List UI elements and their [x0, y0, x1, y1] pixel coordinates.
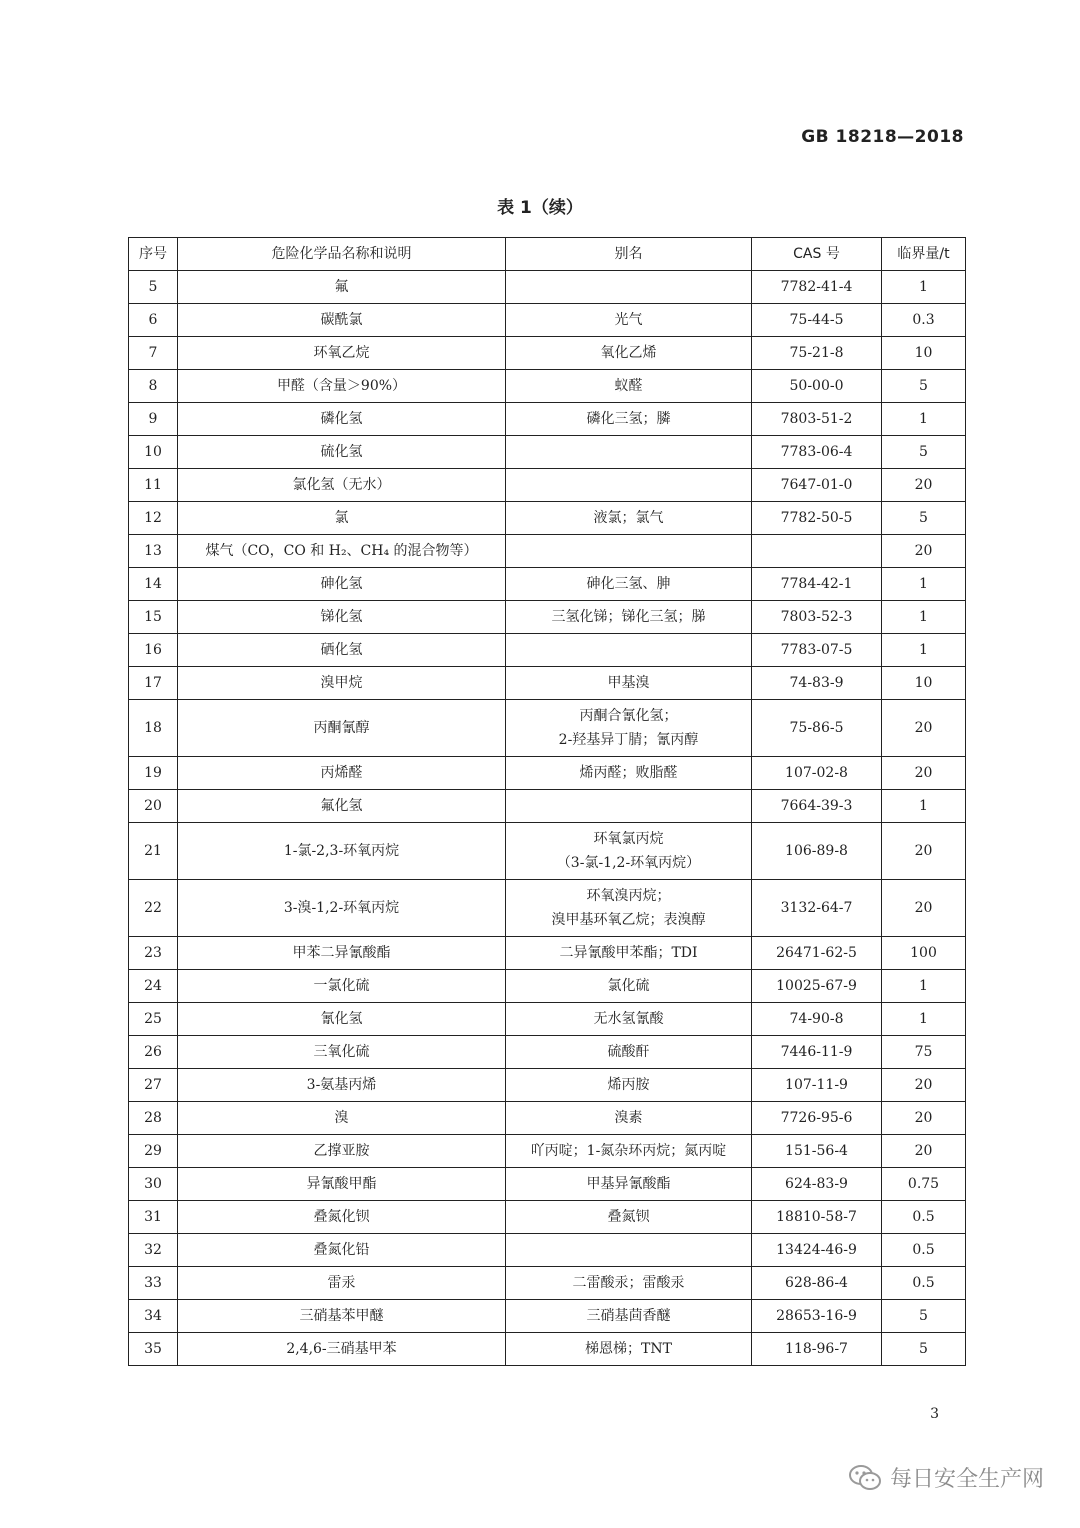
cell-threshold: 0.5 — [882, 1201, 966, 1234]
alias-line: 2-羟基异丁腈；氰丙醇 — [558, 732, 699, 748]
cell-cas-number: 26471-62-5 — [752, 937, 882, 970]
alias-line: 环氧溴丙烷； — [586, 888, 671, 904]
table-row — [129, 1267, 966, 1300]
alias-line: 丙酮合氰化氢； — [579, 708, 678, 724]
cell-cas-number: 106-89-8 — [752, 823, 882, 880]
cell-chemical-name: 甲苯二异氰酸酯 — [178, 937, 506, 970]
cell-threshold: 0.3 — [882, 304, 966, 337]
cell-chemical-name: 硫化氢 — [178, 436, 506, 469]
table-row — [129, 502, 966, 535]
table-row — [129, 1036, 966, 1069]
cell-chemical-name: 煤气（CO，CO 和 H₂、CH₄ 的混合物等） — [178, 535, 506, 568]
cell-chemical-name: 一氯化硫 — [178, 970, 506, 1003]
cell-threshold: 1 — [882, 271, 966, 304]
cell-number: 7 — [129, 337, 178, 370]
cell-threshold: 1 — [882, 403, 966, 436]
cell-cas-number: 7783-07-5 — [752, 634, 882, 667]
cell-chemical-name: 雷汞 — [178, 1267, 506, 1300]
cell-alias: 硫酸酐 — [506, 1036, 752, 1069]
cell-threshold: 20 — [882, 880, 966, 937]
table-row — [129, 790, 966, 823]
table-row — [129, 1003, 966, 1036]
cell-chemical-name: 氰化氢 — [178, 1003, 506, 1036]
table-row — [129, 271, 966, 304]
page-number: 3 — [930, 1406, 939, 1422]
cell-chemical-name: 叠氮化铅 — [178, 1234, 506, 1267]
cell-cas-number: 3132-64-7 — [752, 880, 882, 937]
table-row — [129, 937, 966, 970]
table-row — [129, 1201, 966, 1234]
table-row — [129, 634, 966, 667]
cell-chemical-name: 三氧化硫 — [178, 1036, 506, 1069]
cell-number: 12 — [129, 502, 178, 535]
cell-cas-number: 50-00-0 — [752, 370, 882, 403]
cell-number: 33 — [129, 1267, 178, 1300]
cell-alias — [506, 790, 752, 823]
cell-alias: 二异氰酸甲苯酯；TDI — [506, 937, 752, 970]
cell-number: 26 — [129, 1036, 178, 1069]
table-row — [129, 304, 966, 337]
col-header-alias: 别名 — [506, 238, 752, 271]
cell-alias — [506, 1234, 752, 1267]
cell-chemical-name: 锑化氢 — [178, 601, 506, 634]
table-row — [129, 667, 966, 700]
cell-chemical-name: 硒化氢 — [178, 634, 506, 667]
cell-cas-number: 7647-01-0 — [752, 469, 882, 502]
cell-number: 21 — [129, 823, 178, 880]
table-row — [129, 1234, 966, 1267]
table-row — [129, 1102, 966, 1135]
cell-threshold: 1 — [882, 790, 966, 823]
cell-cas-number: 7803-52-3 — [752, 601, 882, 634]
cell-chemical-name: 氯 — [178, 502, 506, 535]
cell-number: 25 — [129, 1003, 178, 1036]
cell-cas-number: 628-86-4 — [752, 1267, 882, 1300]
cell-chemical-name: 1-氯-2,3-环氧丙烷 — [178, 823, 506, 880]
cell-alias: 叠氮钡 — [506, 1201, 752, 1234]
col-header-name: 危险化学品名称和说明 — [178, 238, 506, 271]
cell-number: 27 — [129, 1069, 178, 1102]
wechat-icon — [848, 1464, 882, 1492]
cell-cas-number: 107-11-9 — [752, 1069, 882, 1102]
cell-threshold: 100 — [882, 937, 966, 970]
cell-threshold: 1 — [882, 1003, 966, 1036]
table-row — [129, 337, 966, 370]
cell-chemical-name: 叠氮化钡 — [178, 1201, 506, 1234]
cell-alias: 氯化硫 — [506, 970, 752, 1003]
cell-number: 15 — [129, 601, 178, 634]
cell-alias: 无水氢氰酸 — [506, 1003, 752, 1036]
cell-number: 19 — [129, 757, 178, 790]
cell-threshold: 1 — [882, 601, 966, 634]
cell-alias: 液氯；氯气 — [506, 502, 752, 535]
cell-cas-number: 7446-11-9 — [752, 1036, 882, 1069]
cell-cas-number: 624-83-9 — [752, 1168, 882, 1201]
cell-threshold: 5 — [882, 502, 966, 535]
cell-threshold: 75 — [882, 1036, 966, 1069]
cell-threshold: 10 — [882, 667, 966, 700]
cell-number: 16 — [129, 634, 178, 667]
table-title: 表 1（续） — [497, 198, 583, 218]
watermark — [848, 1462, 1044, 1493]
cell-cas-number: 74-83-9 — [752, 667, 882, 700]
cell-cas-number — [752, 535, 882, 568]
cell-threshold: 20 — [882, 1135, 966, 1168]
cell-chemical-name: 碳酰氯 — [178, 304, 506, 337]
cell-threshold: 5 — [882, 1300, 966, 1333]
cell-chemical-name: 丙烯醛 — [178, 757, 506, 790]
cell-number: 34 — [129, 1300, 178, 1333]
cell-number: 22 — [129, 880, 178, 937]
table-row — [129, 601, 966, 634]
cell-threshold: 1 — [882, 634, 966, 667]
cell-alias — [506, 700, 752, 757]
standard-code: GB 18218—2018 — [801, 127, 964, 147]
table-row — [129, 1300, 966, 1333]
cell-cas-number: 7784-42-1 — [752, 568, 882, 601]
cell-threshold: 0.75 — [882, 1168, 966, 1201]
cell-chemical-name: 乙撑亚胺 — [178, 1135, 506, 1168]
cell-alias — [506, 823, 752, 880]
cell-cas-number: 7782-41-4 — [752, 271, 882, 304]
alias-line: （3-氯-1,2-环氧丙烷） — [556, 855, 701, 871]
cell-cas-number: 75-44-5 — [752, 304, 882, 337]
cell-threshold: 10 — [882, 337, 966, 370]
cell-chemical-name: 氟化氢 — [178, 790, 506, 823]
cell-alias: 三氢化锑；锑化三氢；䏲 — [506, 601, 752, 634]
cell-cas-number: 7783-06-4 — [752, 436, 882, 469]
alias-line: 溴甲基环氧乙烷；表溴醇 — [551, 912, 706, 928]
cell-number: 14 — [129, 568, 178, 601]
table-row — [129, 757, 966, 790]
cell-chemical-name: 磷化氢 — [178, 403, 506, 436]
cell-cas-number: 118-96-7 — [752, 1333, 882, 1366]
cell-threshold: 20 — [882, 700, 966, 757]
cell-alias: 光气 — [506, 304, 752, 337]
cell-alias — [506, 271, 752, 304]
table-row — [129, 1135, 966, 1168]
cell-alias: 甲基溴 — [506, 667, 752, 700]
cell-alias: 三硝基茴香醚 — [506, 1300, 752, 1333]
alias-line: 环氧氯丙烷 — [593, 831, 664, 847]
cell-alias: 烯丙胺 — [506, 1069, 752, 1102]
cell-number: 20 — [129, 790, 178, 823]
cell-cas-number: 7726-95-6 — [752, 1102, 882, 1135]
cell-chemical-name: 异氰酸甲酯 — [178, 1168, 506, 1201]
cell-chemical-name: 氯化氢（无水） — [178, 469, 506, 502]
cell-threshold: 1 — [882, 568, 966, 601]
cell-alias: 吖丙啶；1-氮杂环丙烷；氮丙啶 — [506, 1135, 752, 1168]
table-row — [129, 403, 966, 436]
cell-number: 30 — [129, 1168, 178, 1201]
cell-number: 23 — [129, 937, 178, 970]
table-row — [129, 1168, 966, 1201]
cell-alias: 氧化乙烯 — [506, 337, 752, 370]
col-header-threshold: 临界量/t — [882, 238, 966, 271]
cell-threshold: 20 — [882, 823, 966, 880]
cell-number: 29 — [129, 1135, 178, 1168]
cell-chemical-name: 3-氨基丙烯 — [178, 1069, 506, 1102]
cell-number: 31 — [129, 1201, 178, 1234]
cell-chemical-name: 砷化氢 — [178, 568, 506, 601]
cell-cas-number: 7782-50-5 — [752, 502, 882, 535]
cell-number: 9 — [129, 403, 178, 436]
cell-number: 17 — [129, 667, 178, 700]
cell-threshold: 20 — [882, 757, 966, 790]
cell-chemical-name: 氟 — [178, 271, 506, 304]
col-header-number: 序号 — [129, 238, 178, 271]
cell-alias — [506, 634, 752, 667]
cell-number: 10 — [129, 436, 178, 469]
table-row — [129, 700, 966, 757]
cell-threshold: 5 — [882, 1333, 966, 1366]
cell-alias: 梯恩梯；TNT — [506, 1333, 752, 1366]
table-row — [129, 370, 966, 403]
cell-number: 13 — [129, 535, 178, 568]
cell-chemical-name: 三硝基苯甲醚 — [178, 1300, 506, 1333]
table-row — [129, 970, 966, 1003]
table-row — [129, 1333, 966, 1366]
cell-cas-number: 18810-58-7 — [752, 1201, 882, 1234]
watermark-text: 每日安全生产网 — [889, 1467, 1044, 1492]
cell-alias: 砷化三氢、胂 — [506, 568, 752, 601]
cell-cas-number: 7664-39-3 — [752, 790, 882, 823]
cell-chemical-name: 环氧乙烷 — [178, 337, 506, 370]
cell-cas-number: 74-90-8 — [752, 1003, 882, 1036]
table-row — [129, 469, 966, 502]
hazardous-chemicals-table — [128, 237, 966, 1366]
cell-number: 28 — [129, 1102, 178, 1135]
cell-cas-number: 75-21-8 — [752, 337, 882, 370]
cell-alias — [506, 469, 752, 502]
cell-alias — [506, 535, 752, 568]
cell-number: 18 — [129, 700, 178, 757]
cell-cas-number: 107-02-8 — [752, 757, 882, 790]
cell-number: 24 — [129, 970, 178, 1003]
cell-number: 35 — [129, 1333, 178, 1366]
table-row — [129, 436, 966, 469]
cell-cas-number: 7803-51-2 — [752, 403, 882, 436]
cell-threshold: 20 — [882, 469, 966, 502]
cell-alias — [506, 436, 752, 469]
table-header-row — [129, 238, 966, 271]
cell-alias: 蚁醛 — [506, 370, 752, 403]
cell-threshold: 0.5 — [882, 1234, 966, 1267]
table-row — [129, 880, 966, 937]
cell-cas-number: 10025-67-9 — [752, 970, 882, 1003]
cell-alias: 二雷酸汞；雷酸汞 — [506, 1267, 752, 1300]
cell-number: 11 — [129, 469, 178, 502]
cell-chemical-name: 丙酮氰醇 — [178, 700, 506, 757]
cell-chemical-name: 2,4,6-三硝基甲苯 — [178, 1333, 506, 1366]
table-row — [129, 1069, 966, 1102]
cell-chemical-name: 溴 — [178, 1102, 506, 1135]
cell-alias: 甲基异氰酸酯 — [506, 1168, 752, 1201]
cell-cas-number: 13424-46-9 — [752, 1234, 882, 1267]
cell-number: 32 — [129, 1234, 178, 1267]
cell-number: 6 — [129, 304, 178, 337]
cell-threshold: 20 — [882, 1102, 966, 1135]
cell-cas-number: 75-86-5 — [752, 700, 882, 757]
cell-threshold: 20 — [882, 1069, 966, 1102]
table-row — [129, 535, 966, 568]
cell-threshold: 1 — [882, 970, 966, 1003]
cell-number: 5 — [129, 271, 178, 304]
col-header-cas: CAS 号 — [752, 238, 882, 271]
cell-chemical-name: 溴甲烷 — [178, 667, 506, 700]
cell-threshold: 5 — [882, 436, 966, 469]
cell-alias: 溴素 — [506, 1102, 752, 1135]
cell-alias: 磷化三氢；膦 — [506, 403, 752, 436]
cell-chemical-name: 3-溴-1,2-环氧丙烷 — [178, 880, 506, 937]
cell-threshold: 5 — [882, 370, 966, 403]
cell-number: 8 — [129, 370, 178, 403]
table-row — [129, 568, 966, 601]
cell-threshold: 20 — [882, 535, 966, 568]
cell-cas-number: 28653-16-9 — [752, 1300, 882, 1333]
cell-alias — [506, 880, 752, 937]
cell-alias: 烯丙醛；败脂醛 — [506, 757, 752, 790]
cell-chemical-name: 甲醛（含量＞90%） — [178, 370, 506, 403]
cell-threshold: 0.5 — [882, 1267, 966, 1300]
cell-cas-number: 151-56-4 — [752, 1135, 882, 1168]
table-row — [129, 823, 966, 880]
